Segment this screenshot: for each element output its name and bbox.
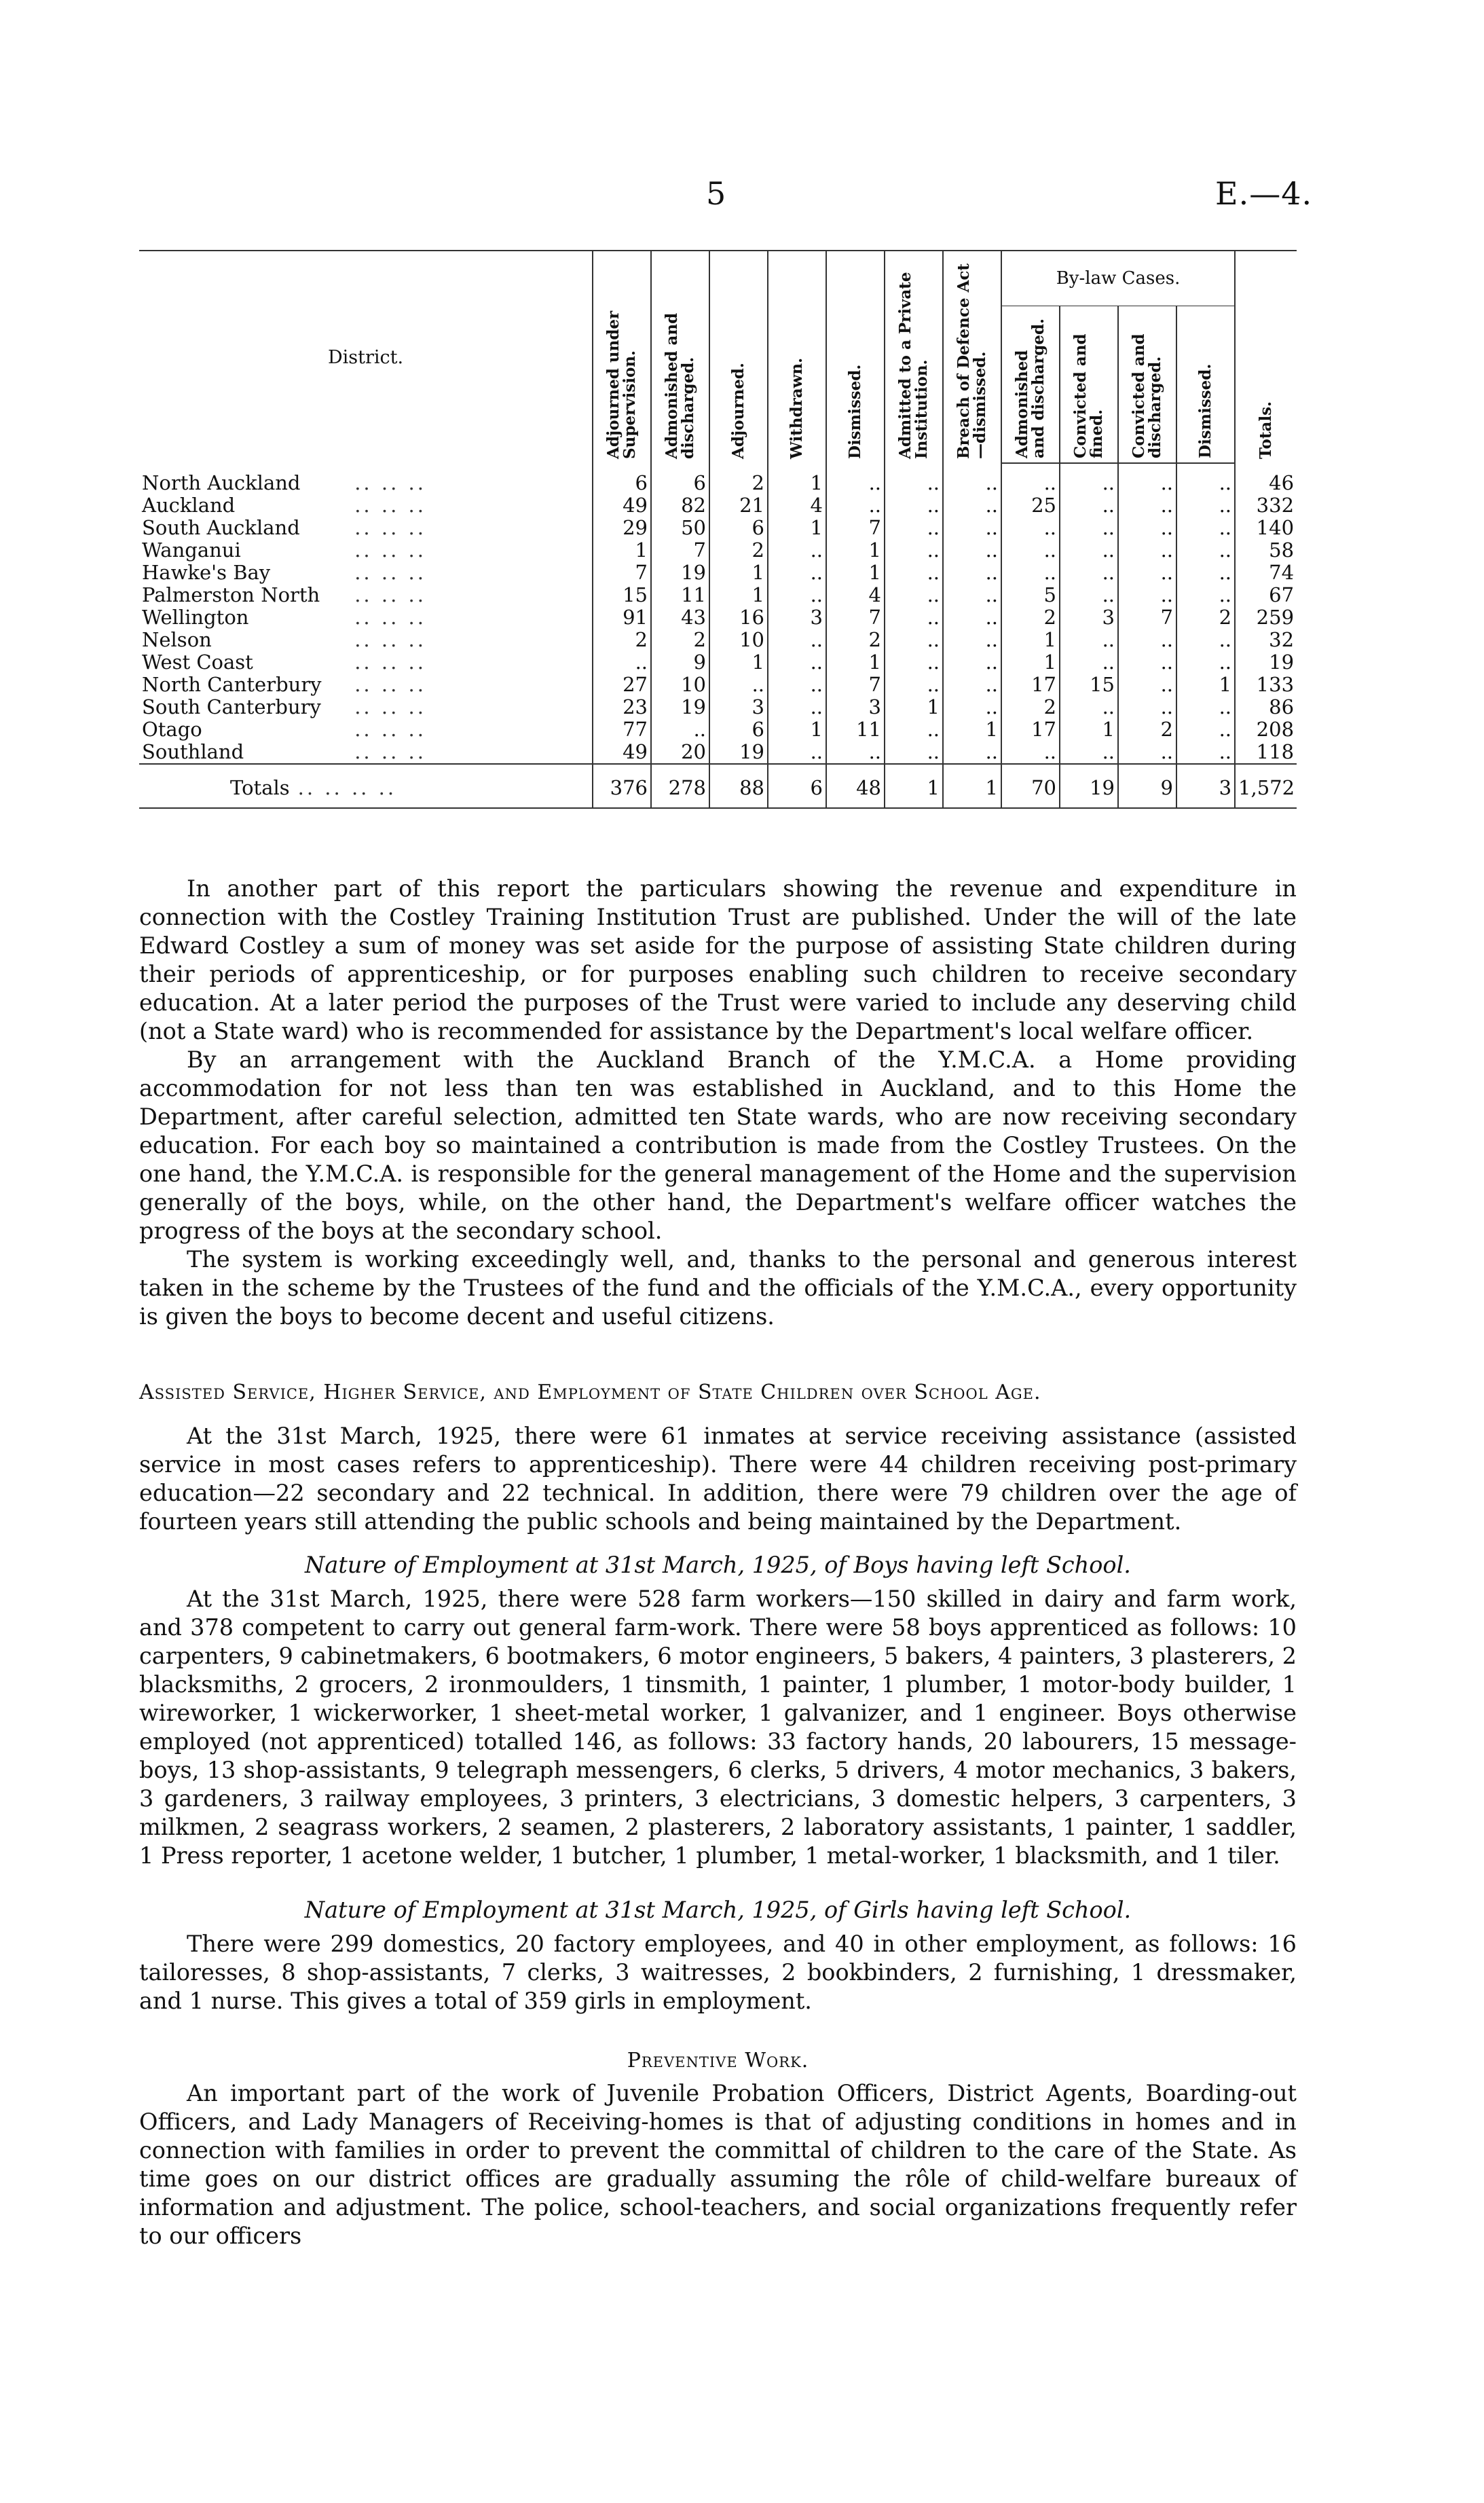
col-header: Breach of Defence Act—dismissed. (943, 251, 1001, 463)
value-cell: 140 (1235, 517, 1297, 539)
value-cell: .. (943, 494, 1001, 517)
table-row (139, 606, 1297, 629)
value-cell: 86 (1235, 696, 1297, 718)
value-cell: .. (1176, 584, 1235, 606)
value-cell: 20 (651, 741, 709, 764)
value-cell: .. (1176, 494, 1235, 517)
value-cell: 2 (1118, 718, 1176, 741)
col-header: Withdrawn. (768, 251, 826, 463)
value-cell: .. (1176, 463, 1235, 494)
value-cell: .. (1176, 718, 1235, 741)
value-cell: .. (943, 539, 1001, 562)
district-cell: South Auckland .. .. .. (142, 517, 426, 539)
value-cell: 91 (593, 606, 651, 629)
value-cell: 1 (1176, 674, 1235, 696)
value-cell: 49 (593, 494, 651, 517)
value-cell: .. (1176, 651, 1235, 674)
value-cell: .. (1176, 741, 1235, 764)
body-text (139, 875, 1297, 2250)
value-cell: 9 (651, 651, 709, 674)
value-cell: 10 (651, 674, 709, 696)
col-header: Admitted to a Private Institution. (885, 251, 943, 463)
value-cell: 1 (1060, 718, 1118, 741)
value-cell: .. (885, 741, 943, 764)
value-cell: 1 (826, 651, 885, 674)
value-cell: 1 (768, 517, 826, 539)
value-cell: 27 (593, 674, 651, 696)
value-cell: 19 (651, 696, 709, 718)
paragraph: There were 299 domestics, 20 factory employees, and 40 in other employment, as follows: 16 tailoresses, 8 shop-assistants, 7 clerks, 3 waitresses, 2 bookbinders, 2 furnishing, 1 dressmaker, and 1 nurse. This gives a total of 359 girls in employment. (139, 1931, 1297, 2014)
value-cell: .. (826, 741, 885, 764)
value-cell: 3 (826, 696, 885, 718)
value-cell: .. (1176, 696, 1235, 718)
value-cell: .. (1118, 629, 1176, 651)
value-cell: .. (1118, 741, 1176, 764)
value-cell: .. (1060, 741, 1118, 764)
value-cell: .. (1001, 741, 1060, 764)
value-cell: .. (1060, 517, 1118, 539)
table-row (139, 584, 1297, 606)
col-header: Admonished and discharged. (1001, 306, 1060, 464)
district-cell: Auckland .. .. .. (142, 494, 426, 517)
value-cell: .. (885, 494, 943, 517)
total-cell: 3 (1176, 764, 1235, 808)
total-cell: 6 (768, 764, 826, 808)
subheading: Nature of Employment at 31st March, 1925, of Girls having left School. (304, 1897, 1132, 1923)
value-cell: 19 (1235, 651, 1297, 674)
value-cell: 1 (1001, 651, 1060, 674)
district-cell: North Canterbury .. .. .. (142, 674, 426, 696)
value-cell: 50 (651, 517, 709, 539)
value-cell: 133 (1235, 674, 1297, 696)
district-cell: Nelson .. .. .. (142, 629, 426, 651)
table-row (139, 651, 1297, 674)
value-cell: 3 (1060, 606, 1118, 629)
paragraph: At the 31st March, 1925, there were 61 inmates at service receiving assistance (assisted service in most cases refers to apprenticeship). There were 44 children receiving post-primary education—22 secondary and 22 technical. In addition, there were 79 children over the age of fourteen years still attending the public schools and being maintained by the Department. (139, 1423, 1297, 1535)
totals-header: Totals. (1235, 251, 1297, 463)
value-cell: 4 (826, 584, 885, 606)
value-cell: 23 (593, 696, 651, 718)
value-cell: .. (943, 674, 1001, 696)
value-cell: 21 (709, 494, 768, 517)
value-cell: .. (1118, 517, 1176, 539)
table-row (139, 494, 1297, 517)
value-cell: .. (768, 629, 826, 651)
value-cell: 46 (1235, 463, 1297, 494)
paragraph: By an arrangement with the Auckland Branch of the Y.M.C.A. a Home providing accommodation for not less than ten was established in Auckland, and to this Home the Department, after careful selection, admitted ten State wards, who are now receiving secondary education. For each boy so maintained a contribution is made from the Costley Trustees. On the one hand, the Y.M.C.A. is responsible for the general management of the Home and the supervision generally of the boys, while, on the other hand, the Department's welfare officer watches the progress of the boys at the secondary school. (139, 1046, 1297, 1244)
page-number: 5 (706, 175, 726, 212)
total-cell: 1 (885, 764, 943, 808)
totals-label: Totals .. .. .. .. (139, 764, 593, 808)
value-cell: 25 (1001, 494, 1060, 517)
value-cell: 10 (709, 629, 768, 651)
value-cell: 332 (1235, 494, 1297, 517)
total-cell: 70 (1001, 764, 1060, 808)
value-cell: .. (1060, 629, 1118, 651)
value-cell: 4 (768, 494, 826, 517)
value-cell: 1 (709, 651, 768, 674)
col-header: Adjourned. (709, 251, 768, 463)
value-cell: 32 (1235, 629, 1297, 651)
value-cell: .. (768, 741, 826, 764)
document-reference: E.—4. (1215, 175, 1313, 212)
value-cell: 2 (1001, 606, 1060, 629)
value-cell: .. (1176, 629, 1235, 651)
total-cell: 376 (593, 764, 651, 808)
value-cell: 1 (768, 718, 826, 741)
district-cell: Wanganui .. .. .. (142, 539, 426, 562)
value-cell: .. (885, 606, 943, 629)
value-cell: 1 (1001, 629, 1060, 651)
table-row (139, 674, 1297, 696)
value-cell: .. (943, 696, 1001, 718)
value-cell: .. (885, 463, 943, 494)
value-cell: .. (1118, 463, 1176, 494)
table-row (139, 517, 1297, 539)
court-cases-table (139, 250, 1297, 809)
value-cell: .. (943, 606, 1001, 629)
value-cell: .. (768, 651, 826, 674)
value-cell: .. (826, 494, 885, 517)
value-cell: 118 (1235, 741, 1297, 764)
value-cell: 3 (768, 606, 826, 629)
value-cell: .. (885, 562, 943, 584)
value-cell: .. (1176, 562, 1235, 584)
value-cell: 1 (943, 718, 1001, 741)
col-header: Convicted and fined. (1060, 306, 1118, 464)
value-cell: 17 (1001, 674, 1060, 696)
value-cell: .. (1001, 517, 1060, 539)
paragraph: In another part of this report the particulars showing the revenue and expenditure in connection with the Costley Training Institution Trust are published. Under the will of the late Edward Costley a sum of money was set aside for the purpose of assisting State children during their periods of apprenticeship, or for purposes enabling such children to receive secondary education. At a later period the purposes of the Trust were varied to include any deserving child (not a State ward) who is recommended for assistance by the Department's local welfare officer. (139, 875, 1297, 1044)
value-cell: 7 (826, 517, 885, 539)
value-cell: 11 (651, 584, 709, 606)
value-cell: 1 (826, 562, 885, 584)
value-cell: .. (1060, 696, 1118, 718)
value-cell: 43 (651, 606, 709, 629)
subheading: Nature of Employment at 31st March, 1925, of Boys having left School. (305, 1552, 1131, 1578)
value-cell: 3 (709, 696, 768, 718)
value-cell: 49 (593, 741, 651, 764)
value-cell: .. (768, 584, 826, 606)
bylaw-group-header: By-law Cases. (1001, 251, 1235, 306)
table-row (139, 718, 1297, 741)
value-cell: .. (1176, 517, 1235, 539)
value-cell: 7 (826, 606, 885, 629)
value-cell: .. (1118, 494, 1176, 517)
district-cell: Wellington .. .. .. (142, 606, 426, 629)
value-cell: 17 (1001, 718, 1060, 741)
paragraph: An important part of the work of Juvenile Probation Officers, District Agents, Boarding-out Officers, and Lady Managers of Receiving-homes is that of adjusting conditions in homes and in connection with families in order to prevent the committal of children to the care of the State. As time goes on our district offices are gradually assuming the rôle of child-welfare bureaux of information and adjustment. The police, school-teachers, and social organizations frequently refer to our officers (139, 2080, 1297, 2249)
total-cell: 48 (826, 764, 885, 808)
value-cell: 2 (651, 629, 709, 651)
value-cell: .. (943, 463, 1001, 494)
district-cell: South Canterbury .. .. .. (142, 696, 426, 718)
col-header: Dismissed. (1176, 306, 1235, 464)
value-cell: .. (826, 463, 885, 494)
total-cell: 278 (651, 764, 709, 808)
value-cell: 7 (1118, 606, 1176, 629)
value-cell: 6 (709, 718, 768, 741)
value-cell: .. (1176, 539, 1235, 562)
value-cell: 259 (1235, 606, 1297, 629)
value-cell: .. (768, 674, 826, 696)
value-cell: 6 (651, 463, 709, 494)
value-cell: 1 (768, 463, 826, 494)
value-cell: 208 (1235, 718, 1297, 741)
value-cell: .. (651, 718, 709, 741)
value-cell: 77 (593, 718, 651, 741)
value-cell: 1 (593, 539, 651, 562)
value-cell: .. (593, 651, 651, 674)
district-cell: Otago .. .. .. (142, 718, 426, 741)
value-cell: .. (943, 562, 1001, 584)
value-cell: 58 (1235, 539, 1297, 562)
section-heading: Preventive Work. (627, 2049, 809, 2072)
total-cell: 1 (943, 764, 1001, 808)
value-cell: .. (1118, 696, 1176, 718)
value-cell: 2 (709, 539, 768, 562)
value-cell: 1 (885, 696, 943, 718)
value-cell: .. (885, 517, 943, 539)
value-cell: 2 (1001, 696, 1060, 718)
value-cell: 2 (1176, 606, 1235, 629)
value-cell: 1 (709, 584, 768, 606)
table-row (139, 629, 1297, 651)
col-header: Convicted and discharged. (1118, 306, 1176, 464)
paragraph: The system is working exceedingly well, and, thanks to the personal and generous interest taken in the scheme by the Trustees of the fund and the officials of the Y.M.C.A., every opportunity is given the boys to become decent and useful citizens. (139, 1246, 1297, 1330)
value-cell: 11 (826, 718, 885, 741)
value-cell: .. (1001, 463, 1060, 494)
value-cell: 16 (709, 606, 768, 629)
table-row (139, 696, 1297, 718)
paragraph: At the 31st March, 1925, there were 528 farm workers—150 skilled in dairy and farm work, and 378 competent to carry out general farm-work. There were 58 boys apprenticed as follows: 10 carpenters, 9 cabinetmakers, 6 bootmakers, 6 motor engineers, 5 bakers, 4 painters, 3 plasterers, 2 blacksmiths, 2 grocers, 2 ironmoulders, 1 tinsmith, 1 painter, 1 plumber, 1 motor-body builder, 1 wireworker, 1 wickerworker, 1 sheet-metal worker, 1 galvanizer, and 1 engineer. Boys otherwise employed (not apprenticed) totalled 146, as follows: 33 factory hands, 20 labourers, 15 message-boys, 13 shop-assistants, 9 telegraph messengers, 6 clerks, 5 drivers, 4 motor mechanics, 3 bakers, 3 gardeners, 3 railway employees, 3 printers, 3 electricians, 3 domestic helpers, 3 carpenters, 3 milkmen, 2 seagrass workers, 2 seamen, 2 plasterers, 2 laboratory assistants, 1 painter, 1 saddler, 1 Press reporter, 1 acetone welder, 1 butcher, 1 plumber, 1 metal-worker, 1 blacksmith, and 1 tiler. (139, 1586, 1297, 1869)
value-cell: 7 (826, 674, 885, 696)
value-cell: 2 (709, 463, 768, 494)
district-header: District. (139, 251, 593, 463)
value-cell: .. (885, 539, 943, 562)
table-row (139, 741, 1297, 764)
value-cell: 29 (593, 517, 651, 539)
total-cell: 88 (709, 764, 768, 808)
value-cell: .. (768, 696, 826, 718)
value-cell: .. (1060, 539, 1118, 562)
value-cell: .. (1001, 539, 1060, 562)
value-cell: 67 (1235, 584, 1297, 606)
value-cell: .. (1060, 584, 1118, 606)
value-cell: .. (1118, 674, 1176, 696)
value-cell: .. (1060, 651, 1118, 674)
district-cell: Palmerston North .. .. .. (142, 584, 426, 606)
value-cell: 15 (1060, 674, 1118, 696)
value-cell: .. (943, 629, 1001, 651)
value-cell: .. (1118, 584, 1176, 606)
col-header: Adjourned under Supervision. (593, 251, 651, 463)
value-cell: .. (709, 674, 768, 696)
value-cell: .. (1118, 651, 1176, 674)
total-cell: 19 (1060, 764, 1118, 808)
totals-row (139, 764, 1297, 808)
table-row (139, 539, 1297, 562)
value-cell: 5 (1001, 584, 1060, 606)
value-cell: 2 (826, 629, 885, 651)
district-cell: Southland .. .. .. (142, 741, 426, 763)
value-cell: 2 (593, 629, 651, 651)
value-cell: 82 (651, 494, 709, 517)
value-cell: .. (943, 651, 1001, 674)
value-cell: 6 (709, 517, 768, 539)
col-header: Dismissed. (826, 251, 885, 463)
value-cell: .. (885, 674, 943, 696)
value-cell: .. (943, 517, 1001, 539)
value-cell: .. (1118, 562, 1176, 584)
value-cell: 15 (593, 584, 651, 606)
district-cell: Hawke's Bay .. .. .. (142, 562, 426, 584)
value-cell: .. (768, 562, 826, 584)
value-cell: 74 (1235, 562, 1297, 584)
table-row (139, 463, 1297, 494)
value-cell: .. (943, 584, 1001, 606)
value-cell: .. (1060, 494, 1118, 517)
section-heading: Assisted Service, Higher Service, and Employment of State Children over School Age. (139, 1381, 1041, 1404)
value-cell: 19 (651, 562, 709, 584)
total-cell: 1,572 (1235, 764, 1297, 808)
value-cell: .. (768, 539, 826, 562)
district-cell: North Auckland .. .. .. (142, 471, 426, 494)
district-cell: West Coast .. .. .. (142, 651, 426, 674)
total-cell: 9 (1118, 764, 1176, 808)
value-cell: .. (1001, 562, 1060, 584)
value-cell: .. (943, 741, 1001, 764)
table-row (139, 562, 1297, 584)
value-cell: 1 (709, 562, 768, 584)
col-header: Admonished and discharged. (651, 251, 709, 463)
value-cell: 7 (651, 539, 709, 562)
value-cell: 1 (826, 539, 885, 562)
value-cell: .. (885, 651, 943, 674)
value-cell: .. (885, 629, 943, 651)
value-cell: .. (885, 584, 943, 606)
value-cell: .. (1118, 539, 1176, 562)
value-cell: .. (1060, 562, 1118, 584)
value-cell: 19 (709, 741, 768, 764)
value-cell: 7 (593, 562, 651, 584)
value-cell: .. (1060, 463, 1118, 494)
value-cell: .. (885, 718, 943, 741)
value-cell: 6 (593, 463, 651, 494)
